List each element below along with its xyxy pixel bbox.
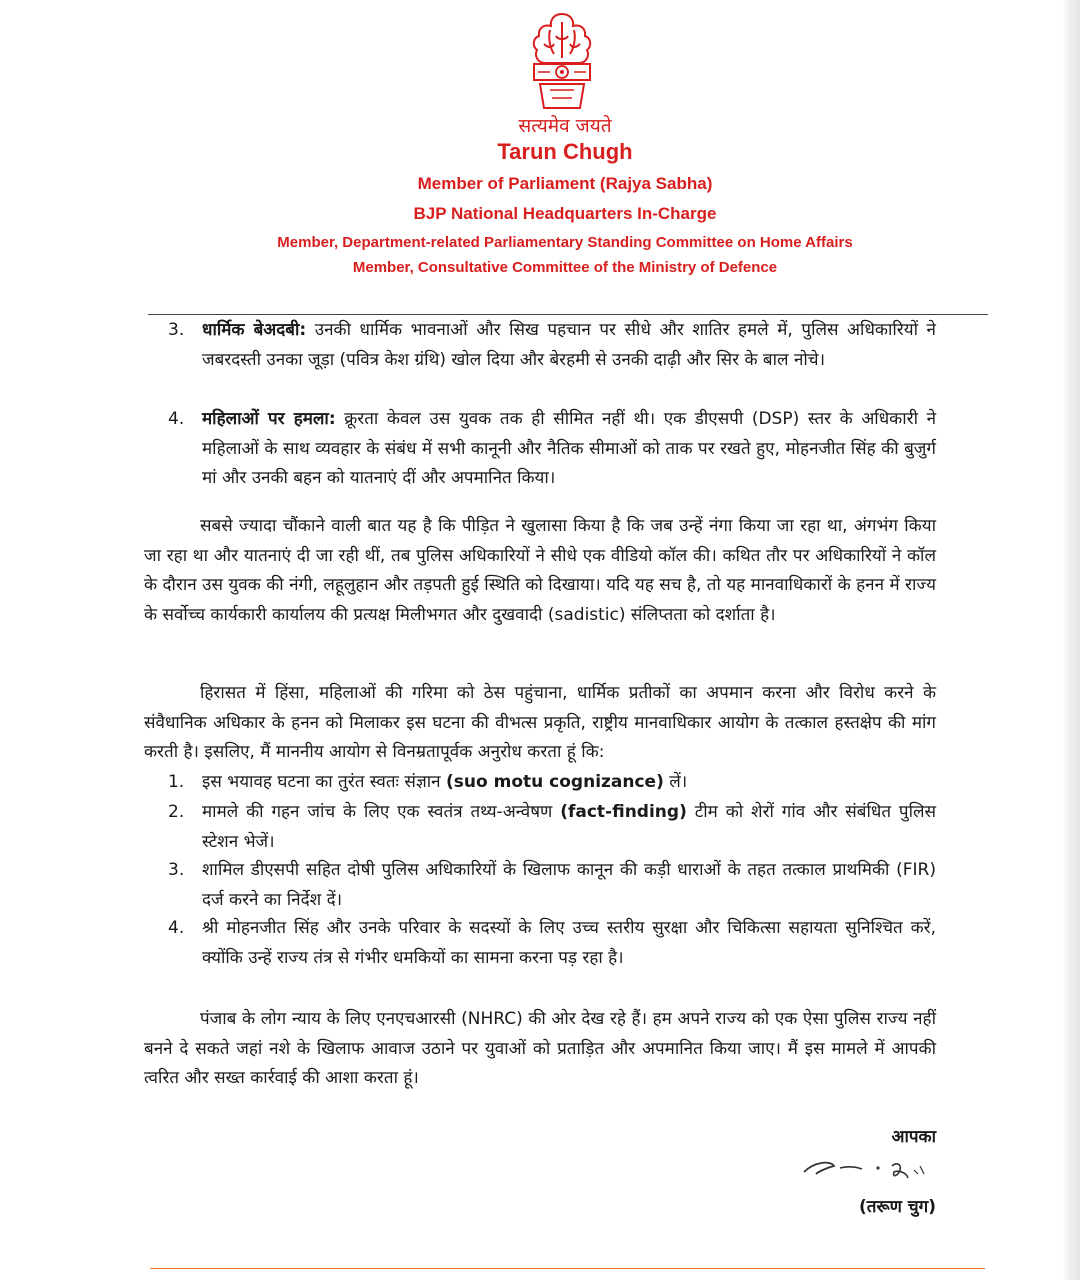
list-item <box>168 856 936 915</box>
point-text: उनकी धार्मिक भावनाओं और सिख पहचान पर सीधे और शातिर हमले में, पुलिस अधिकारियों ने जबरदस्ती उनका जूड़ा (पवित्र केश ग्रंथि) खोल दिया और बेरहमी से उनकी दाढ़ी और सिर के बाल नोचे। <box>202 320 936 370</box>
paragraph-video-call: सबसे ज्यादा चौंकाने वाली बात यह है कि पीड़ित ने खुलासा किया है कि जब उन्हें नंगा किया जा रहा था, अंगभंग किया जा रहा था और यातनाएं दी जा रही थीं, तब पुलिस अधिकारियों ने सीधे एक वीडियो कॉल की। कथित तौर पर अधिकारियों ने कॉल के दौरान उस युवक की नंगी, लहूलुहान और तड़पती हुई स्थिति को दिखाया। यदि यह सच है, तो यह मानवाधिकारों के हनन में राज्य के सर्वोच्च कार्यकारी कार्यालय की प्रत्यक्ष मिलीभगत और दुखवादी (sadistic) संलिप्तता को दर्शाता है। <box>144 516 936 625</box>
paragraph-closing-appeal: पंजाब के लोग न्याय के लिए एनएचआरसी (NHRC) की ओर देख रहे हैं। हम अपने राज्य को एक ऐसा पुलिस राज्य नहीं बनने दे सकते जहां नशे के खिलाफ आवाज उठाने पर युवाओं को प्रताड़ित और अपमानित किया जाए। मैं इस मामले में आपकी त्वरित और सख्त कार्रवाई की आशा करता हूं। <box>144 1009 936 1088</box>
point-text: क्रूरता केवल उस युवक तक ही सीमित नहीं थी। एक डीएसपी (DSP) स्तर के अधिकारी ने महिलाओं के साथ व्यवहार के संबंध में सभी कानूनी और नैतिक सीमाओं को ताक पर रखते हुए, मोहनजीत सिंह की बुजुर्ग मां और उनकी बहन को यातनाएं दीं और अपमानित किया। <box>202 409 937 488</box>
list-item-number: 2. <box>168 802 185 822</box>
motto-text: सत्यमेव जयते <box>518 115 612 137</box>
list-item <box>168 405 936 494</box>
ashoka-emblem-icon <box>520 8 604 116</box>
point-label: धार्मिक बेअदबी: <box>202 320 307 340</box>
list-item-number: 3. <box>168 320 185 340</box>
request-term: (suo motu cognizance) <box>446 772 664 792</box>
list-item-number: 4. <box>168 409 185 429</box>
request-text-end: टीम को शेरों गांव और संबंधित पुलिस स्टेशन भेजें। <box>202 802 936 852</box>
list-item <box>168 798 936 857</box>
request-text: इस भयावह घटना का तुरंत स्वतः संज्ञान <box>202 772 447 792</box>
list-item <box>168 914 936 973</box>
request-text-end: लें। <box>663 772 688 792</box>
request-text: श्री मोहनजीत सिंह और उनके परिवार के सदस्यों के लिए उच्च स्तरीय सुरक्षा और चिकित्सा सहायता सुनिश्चित करें, क्योंकि उन्हें राज्य तंत्र से गंभीर धमकियों का सामना करना पड़ रहा है। <box>202 918 936 968</box>
footer-divider <box>150 1268 985 1269</box>
paragraph-request-intro: हिरासत में हिंसा, महिलाओं की गरिमा को ठेस पहुंचाना, धार्मिक प्रतीकों का अपमान करना और विरोध करने के संवैधानिक अधिकार के हनन को मिलाकर इस घटना की वीभत्स प्रकृति, राष्ट्रीय मानवाधिकार आयोग के तत्काल हस्तक्षेप की मांग करती है। इसलिए, मैं माननीय आयोग से विनम्रतापूर्वक अनुरोध करता हूं कि: <box>144 683 936 762</box>
list-item <box>168 316 936 375</box>
designation-line-2: BJP National Headquarters In-Charge <box>413 204 717 223</box>
designation-line-4: Member, Consultative Committee of the Ministry of Defence <box>352 259 778 276</box>
page-edge-shadow <box>1062 0 1080 1280</box>
sender-name: Tarun Chugh <box>497 139 633 164</box>
request-text: मामले की गहन जांच के लिए एक स्वतंत्र तथ्य-अन्वेषण <box>202 802 561 822</box>
list-item <box>168 768 936 798</box>
designation-line-1: Member of Parliament (Rajya Sabha) <box>417 174 713 193</box>
list-item-number: 4. <box>168 918 185 938</box>
designation-line-3: Member, Department-related Parliamentary Standing Committee on Home Affairs <box>277 234 853 251</box>
request-text: शामिल डीएसपी सहित दोषी पुलिस अधिकारियों के खिलाफ कानून की कड़ी धाराओं के तहत तत्काल प्राथमिकी (FIR) दर्ज करने का निर्देश दें। <box>202 860 936 910</box>
signatory-name: (तरूण चुग) <box>858 1197 936 1217</box>
request-term: (fact-finding) <box>560 802 687 822</box>
signature-icon <box>800 1152 940 1188</box>
list-item-number: 3. <box>168 860 185 880</box>
salutation: आपका <box>891 1127 936 1147</box>
point-label: महिलाओं पर हमला: <box>202 409 336 429</box>
list-item-number: 1. <box>168 772 185 792</box>
letterhead-divider <box>148 314 988 315</box>
